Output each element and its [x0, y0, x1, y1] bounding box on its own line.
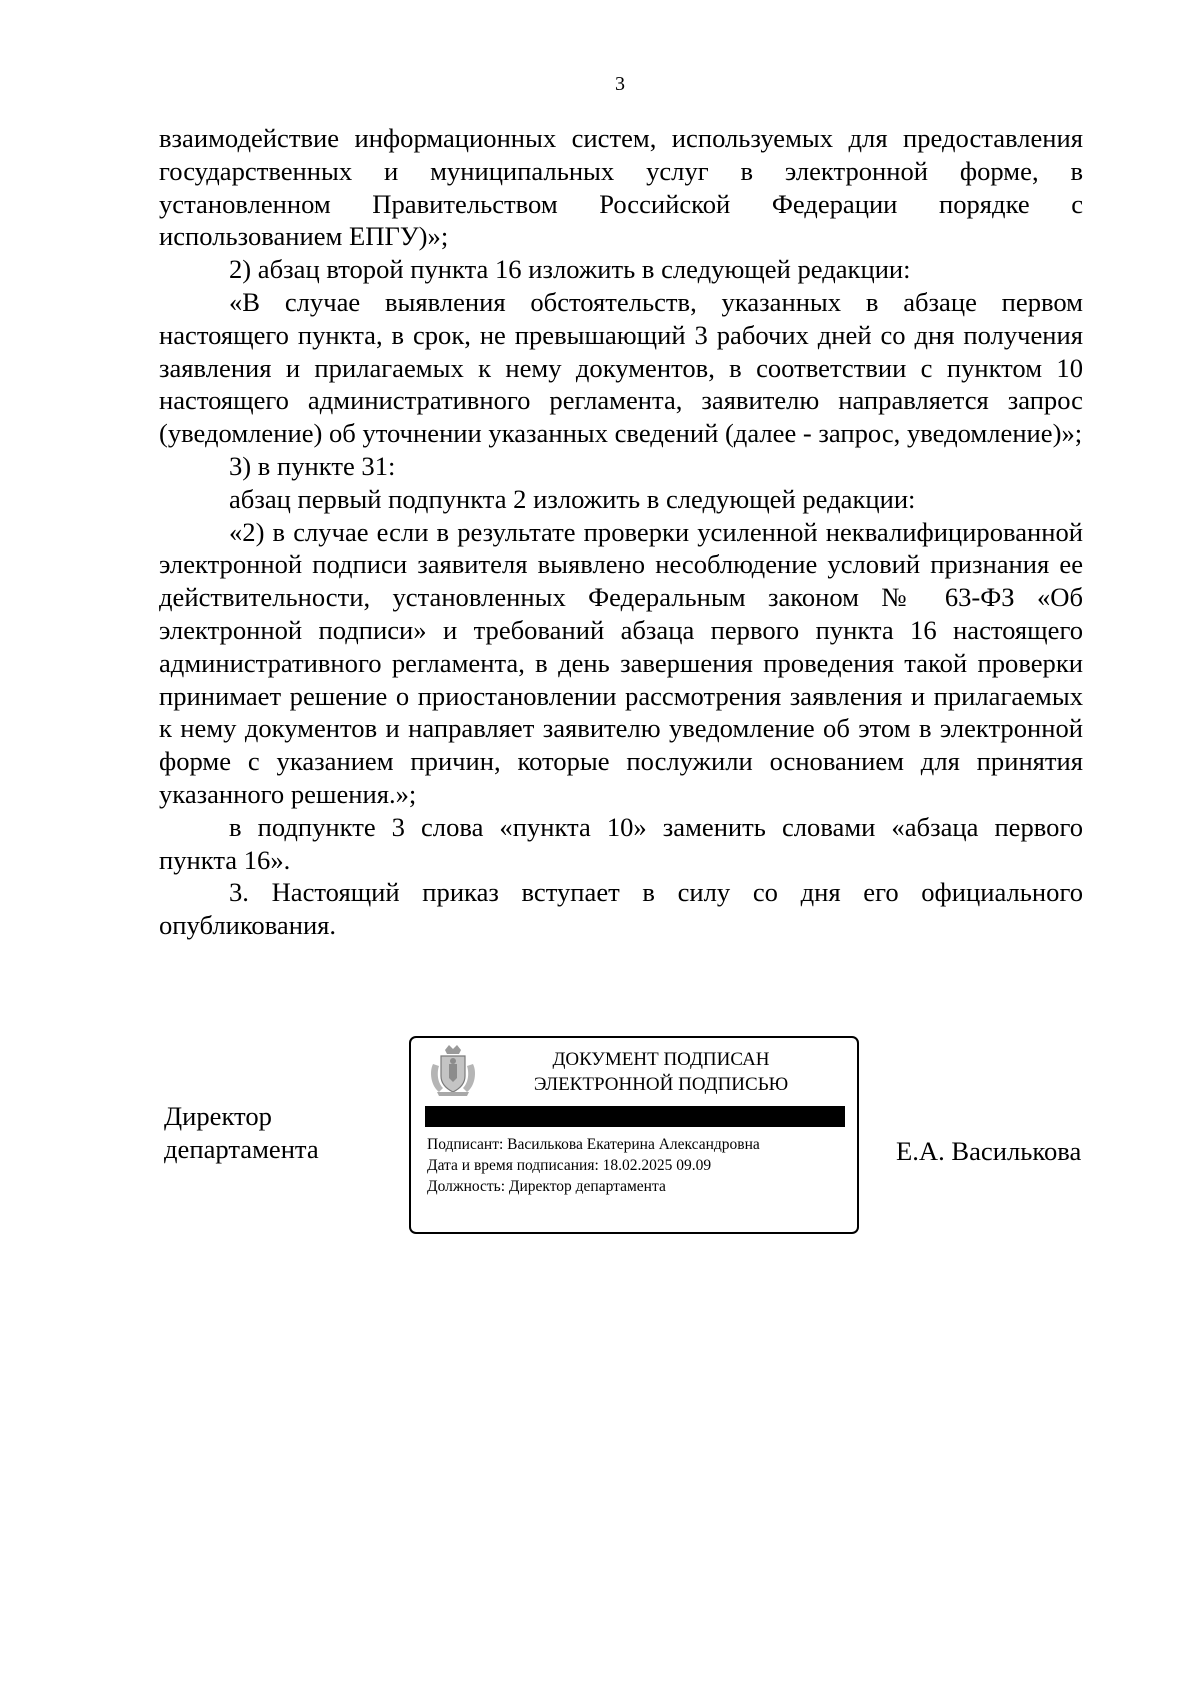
certificate-bar [425, 1106, 845, 1127]
paragraph: 3. Настоящий приказ вступает в силу со дня его официального опубликования. [159, 877, 1083, 941]
stamp-title-line: ЭЛЕКТРОННОЙ ПОДПИСЬЮ [533, 1074, 789, 1095]
paragraph: 3) в пункте 31: [229, 450, 396, 481]
page-number: 3 [615, 73, 625, 95]
stamp-title [491, 1047, 831, 1097]
signatory-position [164, 1100, 319, 1165]
paragraph: 2) абзац второй пункта 16 изложить в следующей редакции: [229, 254, 911, 285]
document-body [159, 122, 1083, 942]
coat-of-arms-icon [425, 1042, 481, 1098]
stamp-signer: Подписант: Василькова Екатерина Александровна [427, 1136, 760, 1153]
paragraph: в подпункте 3 слова «пункта 10» заменить словами «абзаца первого пункта 16». [159, 811, 1083, 875]
electronic-signature-stamp [409, 1036, 859, 1234]
stamp-position: Должность: Директор департамента [427, 1178, 666, 1195]
paragraph: «В случае выявления обстоятельств, указанных в абзаце первом настоящего пункта, в срок, не превышающий 3 рабочих дней со дня получения заявления и прилагаемых к нему документов, в соответствии с пунктом 10 настоящего административного регламента, заявителю направляется запрос (уведомление) об уточнении указанных сведений (далее - запрос, уведомление)»; [159, 286, 1083, 449]
stamp-details [427, 1134, 760, 1197]
position-line: департамента [164, 1133, 319, 1164]
signatory-name: Е.А. Василькова [896, 1136, 1082, 1166]
paragraph: абзац первый подпункта 2 изложить в следующей редакции: [229, 483, 916, 514]
position-line: Директор [164, 1101, 272, 1131]
stamp-datetime: Дата и время подписания: 18.02.2025 09.09 [427, 1157, 712, 1174]
paragraph: «2) в случае если в результате проверки усиленной неквалифицированной электронной подписи заявителя выявлено несоблюдение условий признания ее действительности, установленных Федеральным законом № 63-ФЗ «Об электронной подписи» и требований абзаца первого пункта 16 настоящего административного регламента, в день завершения проведения такой проверки принимает решение о приостановлении рассмотрения заявления и прилагаемых к нему документов и направляет заявителю уведомление об этом в электронной форме с указанием причин, которые послужили основанием для принятия указанного решения.»; [159, 516, 1083, 809]
stamp-title-line: ДОКУМЕНТ ПОДПИСАН [552, 1049, 770, 1070]
paragraph: взаимодействие информационных систем, используемых для предоставления государственных и муниципальных услуг в электронной форме, в установленном Правительством Российской Федерации порядке с использованием ЕПГУ)»; [159, 123, 1083, 252]
